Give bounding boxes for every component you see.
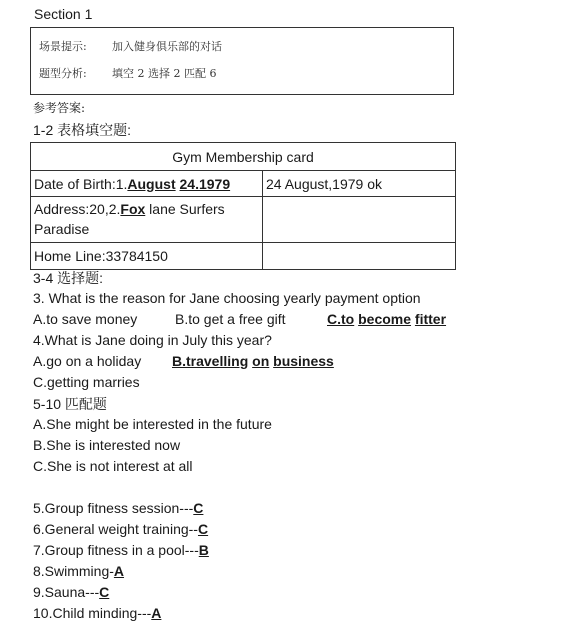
dob-prefix: Date of Birth:1. <box>34 175 128 192</box>
part2-heading: 3-4 选择题: <box>33 270 104 286</box>
card-title: Gym Membership card <box>31 143 456 171</box>
match-item-answer: A <box>151 605 162 621</box>
dob-answer-month: August <box>127 175 176 192</box>
match-item-answer: A <box>113 563 125 579</box>
match-item-text: 7.Group fitness in a pool--- <box>33 542 199 558</box>
match-option-b: B.She is interested now <box>33 437 181 453</box>
q4-option-a: A.go on a holiday <box>33 353 142 369</box>
match-item-text: 8.Swimming- <box>33 563 114 579</box>
match-item-answer: C <box>197 521 209 537</box>
q3-option-c <box>327 311 446 327</box>
match-item <box>33 563 124 579</box>
q3-option-c-part1: C.to <box>327 311 355 327</box>
match-item-answer: C <box>99 584 110 600</box>
q4-option-b-part3: business <box>273 353 334 369</box>
dob-note-cell: 24 August,1979 ok <box>263 171 456 197</box>
match-item-text: 5.Group fitness session--- <box>33 500 194 516</box>
dob-answer-date: 24.1979 <box>179 175 231 192</box>
section-title: Section 1 <box>34 6 93 22</box>
part1-heading: 1-2 表格填空题: <box>33 122 132 138</box>
question-type-value: 填空 2 选择 2 匹配 6 <box>112 67 217 80</box>
scene-hint-row <box>39 38 222 54</box>
match-option-a: A.She might be interested in the future <box>33 416 272 432</box>
match-item <box>33 500 203 516</box>
home-line-empty-cell <box>263 243 456 270</box>
q3-option-a: A.to save money <box>33 311 138 327</box>
match-item-text: 6.General weight training-- <box>33 521 198 537</box>
q4-question: 4.What is Jane doing in July this year? <box>33 332 272 348</box>
match-item-answer: B <box>198 542 209 558</box>
q3-option-c-part2: become <box>358 311 412 327</box>
membership-card-table <box>30 142 456 270</box>
match-item <box>33 605 161 621</box>
match-item <box>33 584 109 600</box>
match-option-c: C.She is not interest at all <box>33 458 193 474</box>
q4-option-b-part2: on <box>252 353 270 369</box>
q4-option-b <box>172 353 334 369</box>
match-item-text: 9.Sauna--- <box>33 584 100 600</box>
date-of-birth-cell <box>31 171 263 197</box>
match-item-answer: C <box>193 500 204 516</box>
question-type-label: 题型分析: <box>39 67 87 80</box>
address-answer: Fox <box>120 201 146 217</box>
scene-hint-label: 场景提示: <box>39 40 87 53</box>
match-item-text: 10.Child minding--- <box>33 605 152 621</box>
scene-hint-value: 加入健身俱乐部的对话 <box>112 40 222 53</box>
address-cell <box>31 197 263 243</box>
q3-option-c-part3: fitter <box>414 311 447 327</box>
match-item <box>33 542 209 558</box>
reference-answer-label: 参考答案: <box>33 101 86 115</box>
address-prefix: Address:20,2. <box>34 201 121 217</box>
match-item <box>33 521 208 537</box>
q3-question: 3. What is the reason for Jane choosing yearly payment option <box>33 290 421 306</box>
q4-option-c: C.getting marries <box>33 374 140 390</box>
address-empty-cell <box>263 197 456 243</box>
address-suffix: lane Surfers <box>145 201 225 217</box>
q3-option-b: B.to get a free gift <box>175 311 286 327</box>
address-line2: Paradise <box>34 221 90 237</box>
q4-option-b-part1: B.travelling <box>172 353 249 369</box>
question-type-row <box>39 65 216 81</box>
part3-heading: 5-10 匹配题 <box>33 396 107 412</box>
home-line-cell: Home Line:33784150 <box>31 243 263 270</box>
scene-info-box <box>30 27 454 95</box>
